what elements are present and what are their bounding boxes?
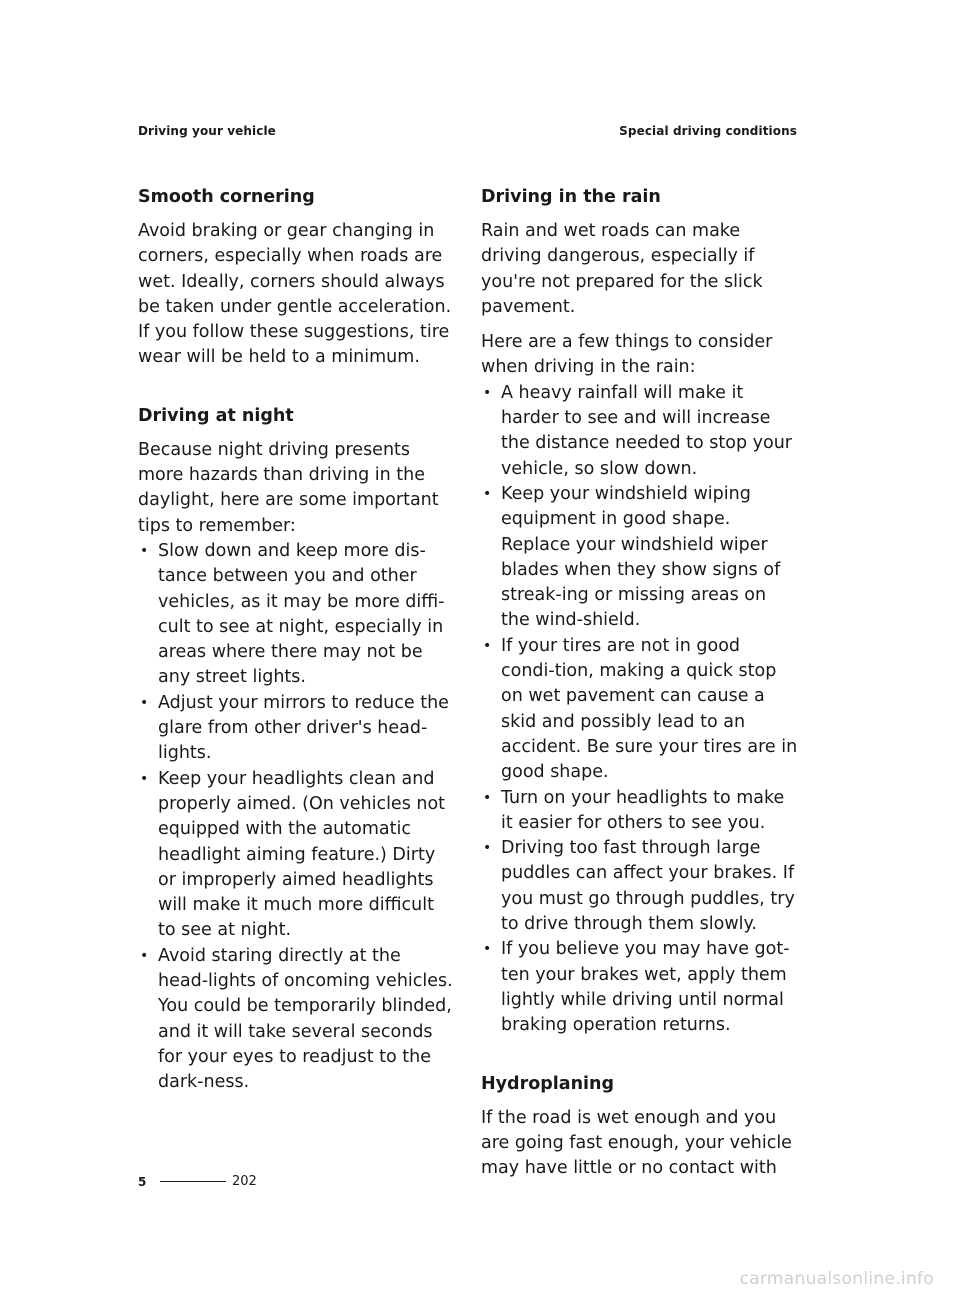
running-head-left: Driving your vehicle [138,124,276,138]
list-item-text: If your tires are not in good condi-tion, making a quick stop on wet pavement can cause a skid and possibly lead to an accident. Be sure your tires are in good shape. [501,635,798,783]
rain-paragraph-1: Rain and wet roads can make driving dangerous, especially if you're not prepared for the slick pavement. [481,221,763,317]
list-item-text: Slow down and keep more dis-tance between you and other vehicles, as it may be more diffi-cult to see at night, especially in areas where there may not be any street lights. [158,540,445,688]
list-item-text: Keep your windshield wiping equipment in good shape. Replace your windshield wiper blades when they show signs of streak-ing or missing areas on the wind-shield. [501,483,781,631]
list-item-text: A heavy rainfall will make it harder to see and will increase the distance needed to stop your vehicle, so slow down. [501,382,793,479]
list-item-text: Driving too fast through large puddles can affect your brakes. If you must go through puddles, try to drive through them slowly. [501,838,795,935]
bullet-icon: • [483,840,492,857]
bullet-icon: • [483,485,492,502]
list-item-text: If you believe you may have got-ten your brakes wet, apply them lightly while driving until normal braking operation returns. [501,939,790,1036]
page-number: 202 [232,1174,257,1189]
footer-divider [160,1181,226,1182]
bullet-icon: • [140,694,149,711]
section-driving-in-rain [481,184,799,1039]
list-item [481,482,799,634]
list-item-text: Turn on your headlights to make it easier for others to see you. [501,787,785,833]
left-column [138,184,456,1128]
section-title-driving-at-night: Driving at night [138,405,294,426]
section-smooth-cornering [138,184,456,371]
bullet-icon: • [483,789,492,806]
hydroplaning-body: If the road is wet enough and you are going fast enough, your vehicle may have little or no contact with [481,1107,792,1179]
list-item [481,381,799,482]
bullet-icon: • [140,947,149,964]
smooth-cornering-body: Avoid braking or gear changing in corners, especially when roads are wet. Ideally, corners should always be taken under gentle acceleration. If you follow these suggestions, tire wear will be held to a minimum. [138,221,452,368]
list-item-text: Avoid staring directly at the head-lights of oncoming vehicles. You could be temporarily blinded, and it will take several seconds for your eyes to readjust to the dark-ness. [158,945,453,1093]
night-bullet-list [138,539,456,1096]
page-footer [138,1174,257,1189]
rain-bullet-list [481,381,799,1039]
list-item [481,786,799,837]
list-item [481,937,799,1038]
section-title-hydroplaning: Hydroplaning [481,1073,615,1094]
bullet-icon: • [483,384,492,401]
list-item [138,539,456,691]
list-item [138,767,456,944]
right-column [481,184,799,1213]
list-item [481,634,799,786]
bullet-icon: • [483,941,492,958]
section-driving-at-night [138,403,456,1096]
list-item-text: Adjust your mirrors to reduce the glare from other driver's head-lights. [158,692,449,764]
rain-paragraph-2: Here are a few things to consider when driving in the rain: [481,332,773,378]
section-hydroplaning [481,1071,799,1182]
list-item [138,944,456,1096]
watermark: carmanualsonline.info [739,1269,934,1289]
running-head-right: Special driving conditions [619,124,797,138]
list-item-text: Keep your headlights clean and properly aimed. (On vehicles not equipped with the automatic headlight aiming feature.) Dirty or improperly aimed headlights will make it much more difficult to see at night. [158,768,446,941]
section-title-driving-in-rain: Driving in the rain [481,187,661,207]
list-item [481,836,799,937]
section-title-smooth-cornering: Smooth cornering [138,187,315,207]
chapter-number: 5 [138,1174,147,1189]
list-item [138,691,456,767]
night-intro: Because night driving presents more hazards than driving in the daylight, here are some important tips to remember: [138,439,439,536]
bullet-icon: • [483,637,492,654]
bullet-icon: • [140,542,149,559]
bullet-icon: • [140,770,149,787]
